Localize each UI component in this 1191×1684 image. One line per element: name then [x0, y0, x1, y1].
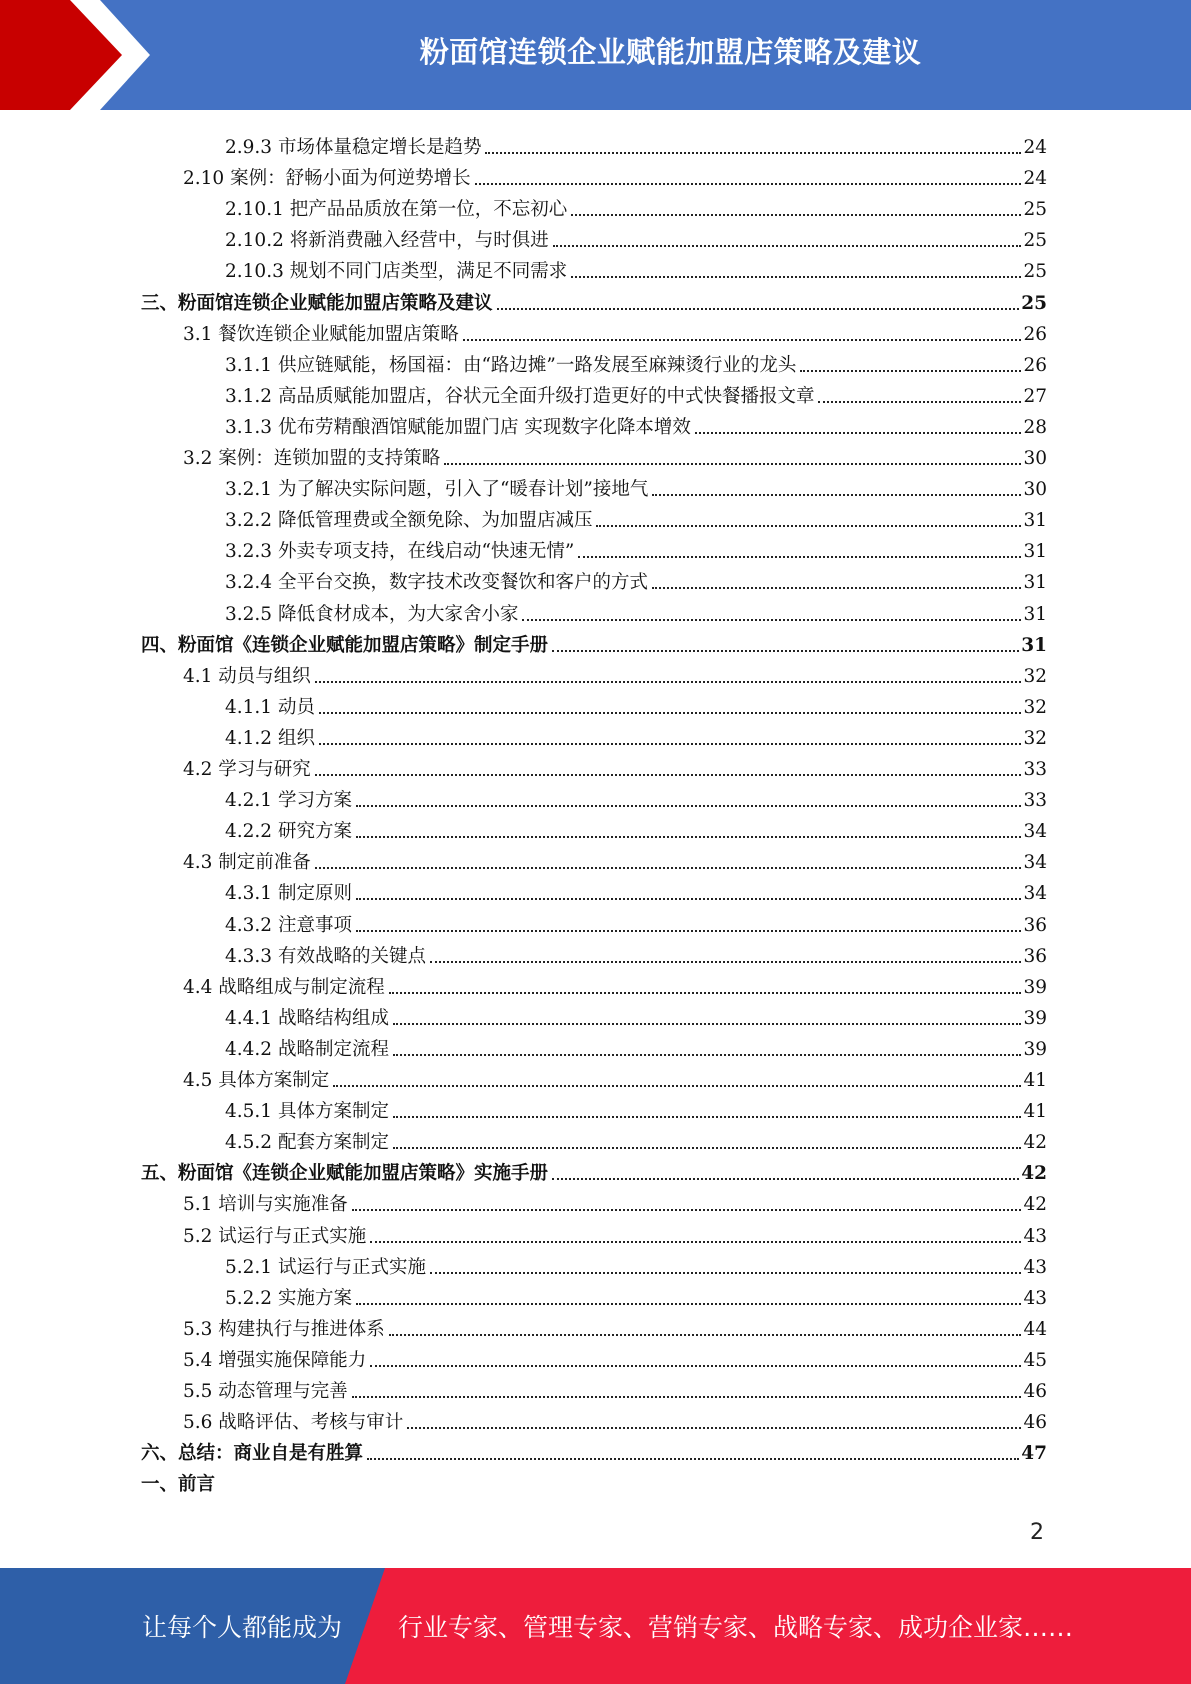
toc-entry-page: 33: [1023, 759, 1047, 780]
toc-entry-title: 4.4 战略组成与制定流程: [183, 976, 385, 998]
header-arrow-icon: [0, 0, 140, 110]
toc-entry-title: 2.10 案例：舒畅小面为何逆势增长: [183, 168, 471, 190]
toc-dot-leader: [319, 711, 1022, 714]
toc-entry-title: 3.1 餐饮连锁企业赋能加盟店策略: [183, 323, 459, 345]
toc-entry-page: 25: [1023, 199, 1047, 221]
toc-entry[interactable]: [225, 1092, 1047, 1123]
toc-entry[interactable]: [183, 1217, 1047, 1248]
toc-entry[interactable]: [183, 159, 1047, 190]
toc-entry-title: 五、粉面馆《连锁企业赋能加盟店策略》实施手册: [141, 1163, 549, 1185]
toc-entry-page: 39: [1023, 976, 1047, 998]
footer-slogan-right: 行业专家、管理专家、营销专家、战略专家、成功企业家……: [398, 1613, 1074, 1642]
toc-entry-page: 43: [1023, 1256, 1047, 1278]
toc-entry-page: 33: [1023, 790, 1047, 812]
toc-entry-title: 2.10.1 把产品品质放在第一位，不忘初心: [225, 199, 568, 221]
toc-entry[interactable]: [141, 626, 1047, 657]
toc-dot-leader: [571, 213, 1021, 216]
toc-entry-title: 5.5 动态管理与完善: [183, 1381, 348, 1402]
toc-entry[interactable]: [225, 1248, 1047, 1279]
toc-entry[interactable]: [141, 1465, 1047, 1496]
toc-dot-leader: [319, 742, 1022, 745]
toc-entry-page: 41: [1023, 1070, 1047, 1091]
toc-entry-title: 4.1.2 组织: [225, 727, 315, 749]
toc-entry[interactable]: [225, 190, 1047, 221]
toc-entry[interactable]: [225, 470, 1047, 501]
toc-entry[interactable]: [183, 1403, 1047, 1434]
toc-dot-leader: [652, 493, 1021, 496]
toc-entry[interactable]: [183, 1341, 1047, 1372]
toc-entry-page: 32: [1023, 665, 1047, 687]
toc-entry-page: 44: [1023, 1318, 1047, 1340]
toc-entry-title: 3.2 案例：连锁加盟的支持策略: [183, 448, 441, 469]
toc-entry[interactable]: [225, 999, 1047, 1030]
toc-entry-title: 4.5.1 具体方案制定: [225, 1101, 389, 1123]
toc-entry[interactable]: [183, 1061, 1047, 1092]
toc-dot-leader: [315, 773, 1022, 776]
toc-entry-title: 5.2.2 实施方案: [225, 1287, 352, 1309]
toc-entry[interactable]: [225, 221, 1047, 252]
toc-entry[interactable]: [225, 501, 1047, 532]
toc-entry-title: 2.9.3 市场体量稳定增长是趋势: [225, 137, 482, 158]
toc-entry-title: 六、总结：商业自是有胜算: [141, 1443, 364, 1465]
toc-entry[interactable]: [225, 346, 1047, 377]
toc-dot-leader: [430, 1271, 1021, 1274]
toc-entry[interactable]: [225, 812, 1047, 843]
toc-dot-leader: [352, 1208, 1022, 1211]
toc-dot-leader: [389, 991, 1022, 994]
toc-entry[interactable]: [225, 128, 1047, 159]
toc-entry-page: 39: [1023, 1007, 1047, 1029]
toc-entry[interactable]: [225, 781, 1047, 812]
toc-entry-title: 4.3 制定前准备: [183, 852, 311, 874]
toc-entry-title: 4.1 动员与组织: [183, 665, 311, 687]
toc-entry-page: 31: [1023, 572, 1047, 594]
toc-entry[interactable]: [183, 1185, 1047, 1216]
toc-dot-leader: [485, 151, 1021, 154]
toc-entry-title: 3.1.3 优布劳精酿酒馆赋能加盟门店 实现数字化降本增效: [225, 416, 691, 438]
toc-entry-page: 42: [1023, 1132, 1047, 1154]
toc-dot-leader: [552, 1177, 1019, 1180]
toc-entry-page: 24: [1023, 137, 1047, 158]
toc-dot-leader: [522, 618, 1021, 621]
toc-dot-leader: [393, 1022, 1021, 1025]
toc-dot-leader: [571, 275, 1021, 278]
toc-entry-page: 27: [1023, 385, 1047, 407]
toc-dot-leader: [444, 462, 1021, 465]
toc-entry-page: 24: [1023, 168, 1047, 190]
toc-entry-page: 47: [1021, 1443, 1047, 1465]
footer-slogan-left: 让每个人都能成为: [142, 1613, 343, 1642]
toc-dot-leader: [356, 835, 1022, 838]
toc-entry-title: 四、粉面馆《连锁企业赋能加盟店策略》制定手册: [141, 634, 549, 656]
toc-entry[interactable]: [225, 595, 1047, 626]
toc-entry-title: 4.4.2 战略制定流程: [225, 1038, 389, 1060]
toc-entry-title: 3.2.5 降低食材成本，为大家舍小家: [225, 603, 519, 625]
toc-entry-page: 32: [1023, 696, 1047, 718]
toc-entry-title: 4.5 具体方案制定: [183, 1070, 330, 1091]
toc-entry-page: 42: [1023, 1194, 1047, 1216]
toc-dot-leader: [475, 182, 1022, 185]
document-title: 粉面馆连锁企业赋能加盟店策略及建议: [419, 34, 922, 69]
toc-entry[interactable]: [225, 1279, 1047, 1310]
toc-entry-page: 46: [1023, 1412, 1047, 1434]
toc-entry[interactable]: [225, 874, 1047, 905]
toc-entry[interactable]: [225, 377, 1047, 408]
toc-entry-title: 4.4.1 战略结构组成: [225, 1007, 389, 1029]
toc-entry-page: 43: [1023, 1287, 1047, 1309]
toc-entry-title: 2.10.2 将新消费融入经营中，与时俱进: [225, 230, 549, 252]
toc-entry[interactable]: [183, 750, 1047, 781]
toc-entry[interactable]: [141, 1154, 1047, 1185]
toc-entry-page: 28: [1023, 416, 1047, 438]
toc-entry-title: 4.2.1 学习方案: [225, 790, 352, 812]
page-footer: [0, 1568, 1191, 1684]
toc-entry-page: 34: [1023, 883, 1047, 905]
toc-entry-page: 31: [1023, 510, 1047, 532]
toc-dot-leader: [352, 1395, 1022, 1398]
toc-entry-title: 5.2.1 试运行与正式实施: [225, 1256, 426, 1278]
toc-entry-title: 3.2.1 为了解决实际问题，引入了“暖春计划”接地气: [225, 479, 649, 501]
toc-entry-title: 2.10.3 规划不同门店类型，满足不同需求: [225, 261, 568, 283]
page-number: 2: [1030, 1520, 1044, 1545]
page-header: [0, 0, 1191, 110]
toc-entry[interactable]: [183, 968, 1047, 999]
toc-dot-leader: [407, 1426, 1021, 1429]
toc-dot-leader: [356, 929, 1022, 932]
toc-entry-title: 3.1.1 供应链赋能，杨国福：由“路边摊”一路发展至麻辣烫行业的龙头: [225, 354, 797, 376]
toc-entry-title: 3.1.2 高品质赋能加盟店，谷状元全面升级打造更好的中式快餐播报文章: [225, 385, 815, 407]
toc-dot-leader: [367, 1457, 1019, 1460]
toc-dot-leader: [553, 244, 1022, 247]
toc-entry[interactable]: [225, 719, 1047, 750]
toc-dot-leader: [333, 1084, 1021, 1087]
toc-dot-leader: [652, 586, 1021, 589]
toc-entry[interactable]: [225, 937, 1047, 968]
toc-entry-page: 30: [1023, 448, 1047, 469]
toc-entry-title: 一、前言: [141, 1474, 216, 1496]
toc-entry[interactable]: [141, 284, 1047, 315]
toc-entry[interactable]: [183, 657, 1047, 688]
toc-entry-page: 31: [1023, 603, 1047, 625]
toc-dot-leader: [393, 1053, 1021, 1056]
toc-dot-leader: [356, 804, 1022, 807]
toc-entry-page: 36: [1023, 945, 1047, 967]
toc-entry-page: 41: [1023, 1101, 1047, 1123]
toc-entry-title: 5.3 构建执行与推进体系: [183, 1318, 385, 1340]
toc-entry-title: 4.2 学习与研究: [183, 759, 311, 780]
toc-entry-page: 25: [1023, 230, 1047, 252]
toc-entry[interactable]: [225, 906, 1047, 937]
toc-entry[interactable]: [225, 252, 1047, 283]
toc-entry-title: 3.2.4 全平台交换，数字技术改变餐饮和客户的方式: [225, 572, 648, 594]
toc-entry[interactable]: [183, 843, 1047, 874]
toc-dot-leader: [389, 1333, 1022, 1336]
toc-entry-title: 4.3.2 注意事项: [225, 914, 352, 936]
toc-dot-leader: [818, 400, 1021, 403]
toc-entry-page: 34: [1023, 821, 1047, 843]
toc-dot-leader: [800, 369, 1021, 372]
toc-dot-leader: [596, 524, 1021, 527]
toc-entry-page: 46: [1023, 1381, 1047, 1402]
toc-entry[interactable]: [183, 439, 1047, 470]
toc-dot-leader: [578, 555, 1021, 558]
toc-entry-title: 5.2 试运行与正式实施: [183, 1225, 367, 1247]
toc-entry[interactable]: [225, 1123, 1047, 1154]
toc-entry-page: 26: [1023, 354, 1047, 376]
toc-entry-title: 4.5.2 配套方案制定: [225, 1132, 389, 1154]
toc-entry-page: 31: [1023, 541, 1047, 563]
toc-entry-page: 34: [1023, 852, 1047, 874]
toc-dot-leader: [315, 866, 1022, 869]
toc-entry-title: 4.1.1 动员: [225, 696, 315, 718]
toc-entry-page: 31: [1021, 634, 1047, 656]
toc-dot-leader: [430, 960, 1021, 963]
toc-entry-title: 5.1 培训与实施准备: [183, 1194, 348, 1216]
toc-entry[interactable]: [225, 532, 1047, 563]
toc-entry[interactable]: [225, 563, 1047, 594]
toc-dot-leader: [463, 338, 1022, 341]
toc-entry[interactable]: [225, 688, 1047, 719]
toc-entry-page: 45: [1023, 1349, 1047, 1371]
toc-entry-title: 5.6 战略评估、考核与审计: [183, 1412, 404, 1434]
toc-entry-page: 32: [1023, 727, 1047, 749]
toc-entry-title: 3.2.3 外卖专项支持，在线启动“快速无情”: [225, 541, 575, 563]
toc-dot-leader: [497, 307, 1020, 310]
toc-entry-page: 43: [1023, 1225, 1047, 1247]
toc-dot-leader: [695, 431, 1022, 434]
toc-dot-leader: [370, 1240, 1021, 1243]
toc-entry[interactable]: [225, 408, 1047, 439]
toc-entry-title: 4.2.2 研究方案: [225, 821, 352, 843]
toc-entry[interactable]: [183, 315, 1047, 346]
toc-entry-title: 3.2.2 降低管理费或全额免除、为加盟店减压: [225, 510, 593, 532]
toc-dot-leader: [356, 897, 1022, 900]
toc-dot-leader: [393, 1115, 1021, 1118]
toc-entry-page: 30: [1023, 479, 1047, 501]
toc-entry-page: 26: [1023, 323, 1047, 345]
toc-entry-page: 39: [1023, 1038, 1047, 1060]
toc-dot-leader: [393, 1146, 1021, 1149]
toc-entry-page: 36: [1023, 914, 1047, 936]
toc-dot-leader: [370, 1364, 1021, 1367]
toc-entry-page: 42: [1021, 1163, 1047, 1185]
toc-dot-leader: [552, 649, 1019, 652]
toc-entry[interactable]: [225, 1030, 1047, 1061]
toc-entry-title: 5.4 增强实施保障能力: [183, 1349, 367, 1371]
toc-entry-title: 4.3.1 制定原则: [225, 883, 352, 905]
toc-entry-page: 25: [1021, 292, 1047, 314]
toc-entry[interactable]: [183, 1372, 1047, 1403]
toc-entry-title: 三、粉面馆连锁企业赋能加盟店策略及建议: [141, 292, 493, 314]
toc-entry-title: 4.3.3 有效战略的关键点: [225, 945, 426, 967]
toc-dot-leader: [356, 1302, 1022, 1305]
toc-entry[interactable]: [141, 1434, 1047, 1465]
toc-entry-page: 25: [1023, 261, 1047, 283]
toc-dot-leader: [315, 680, 1022, 683]
toc-entry[interactable]: [183, 1310, 1047, 1341]
